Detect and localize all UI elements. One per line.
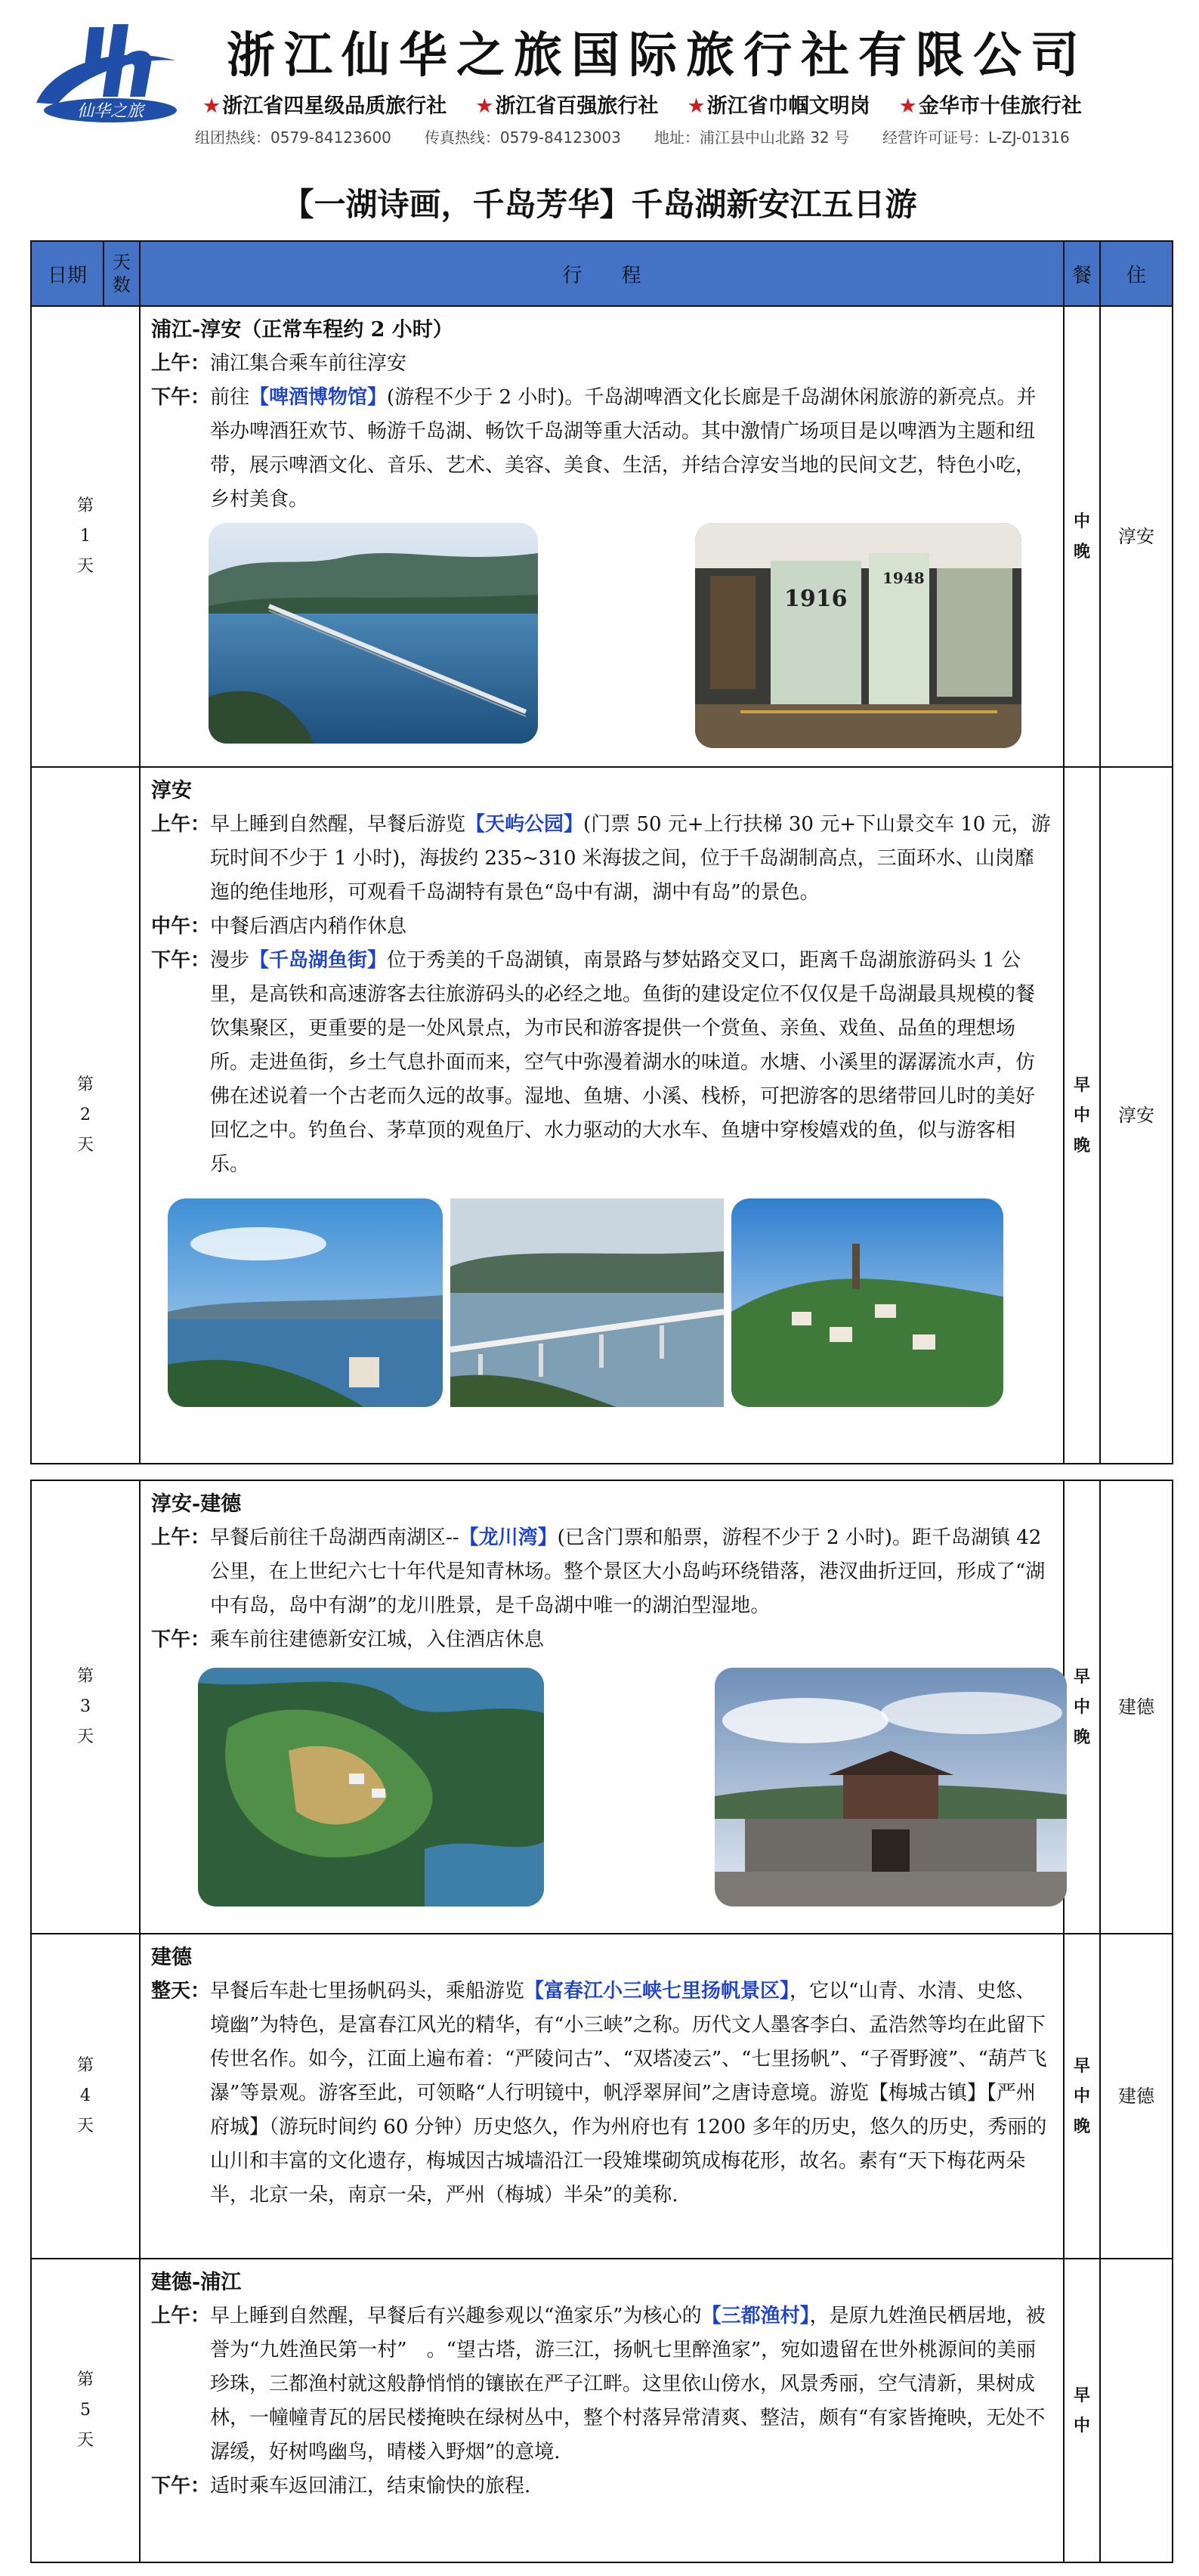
address: 地址：浦江县中山北路 32 号: [654, 128, 850, 147]
honor-item: ★浙江省四星级品质旅行社: [202, 94, 447, 118]
company-logo: [21, 14, 187, 127]
table-row: [31, 1480, 1173, 1934]
logo-text: 仙华之旅: [76, 102, 144, 121]
header-meals: 餐: [1064, 241, 1100, 306]
meals-cell: 早中晚: [1064, 1934, 1100, 2259]
table-row: [31, 1934, 1173, 2259]
table-row: [31, 306, 1173, 767]
svg-text:1948: 1948: [882, 569, 925, 587]
route-title: 建德-浦江: [151, 2271, 242, 2294]
star-icon: ★: [202, 94, 221, 118]
day-label: 第3天: [31, 1480, 140, 1934]
attraction-name: 【千岛湖鱼街】: [249, 949, 388, 972]
itinerary-table: [30, 240, 1173, 1464]
route-title: 淳安: [151, 779, 192, 802]
route-title: 建德: [151, 1946, 192, 1969]
svg-text:1916: 1916: [784, 586, 848, 612]
itinerary-cell: [140, 1480, 1064, 1934]
phone-number: 组团热线：0579-84123600: [195, 128, 391, 147]
hillside-village-photo: [731, 1198, 1003, 1407]
itinerary-cell: [140, 1934, 1064, 2259]
honor-item: ★金华市十佳旅行社: [898, 94, 1082, 118]
star-icon: ★: [898, 94, 917, 118]
photo-gallery: [151, 1192, 1052, 1419]
meals-cell: 早中晚: [1064, 767, 1100, 1464]
day-label: 第2天: [31, 767, 140, 1464]
lake-bridge-photo: [209, 523, 538, 744]
itinerary-table-continued: [30, 1480, 1173, 2563]
stay-cell: 建德: [1100, 1934, 1173, 2259]
attraction-name: 【三都渔村】: [701, 2305, 810, 2327]
page-title: 【一湖诗画，千岛芳华】千岛湖新安江五日游: [282, 186, 917, 223]
day-label: 第5天: [31, 2259, 140, 2562]
schedule-item: 下午： 乘车前往建德新安江城，入住酒店休息: [151, 1628, 545, 1651]
attraction-name: 【天屿公园】: [465, 813, 584, 836]
beer-museum-photo: [695, 523, 1021, 748]
header-stay: 住: [1100, 241, 1173, 306]
table-row: [31, 767, 1173, 1464]
header-itinerary: 行 程: [140, 241, 1064, 306]
schedule-item: 下午： 适时乘车返回浦江，结束愉快的旅程.: [151, 2475, 531, 2497]
meals-cell: 中晚: [1064, 306, 1100, 767]
contact-info: [195, 125, 1192, 147]
company-name: 浙江仙华之旅国际旅行社有限公司: [227, 27, 1088, 84]
honors-list: [202, 89, 1185, 119]
attraction-name: 【龙川湾】: [459, 1526, 558, 1549]
attraction-name: 【富春江小三峡七里扬帆景区】: [524, 1980, 790, 2002]
schedule-item: 下午： 前往【啤酒博物馆】(游程不少于 2 小时)。千岛湖啤酒文化长廊是千岛湖休闲旅游的新亮点。并举办啤酒狂欢节、畅游千岛湖、畅饮千岛湖等重大活动。其中激情广场项目是以啤酒为主题和纽带，展示啤酒文化、音乐、艺术、美容、美食、生活，并结合淳安当地的民间文艺，特色小吃，乡村美食。: [151, 386, 1037, 511]
itinerary-cell: [140, 2259, 1064, 2562]
license-number: 经营许可证号：L-ZJ-01316: [882, 128, 1070, 147]
route-title: 淳安-建德: [151, 1492, 242, 1516]
honor-item: ★浙江省百强旅行社: [475, 94, 659, 118]
schedule-item: 上午： 浦江集合乘车前往淳安: [151, 352, 407, 375]
day-label: 第1天: [31, 306, 140, 767]
schedule-item: 整天： 早餐后车赴七里扬帆码头，乘船游览【富春江小三峡七里扬帆景区】，它以“山青、水清、史悠、境幽”为特色，是富春江风光的精华，有“小三峡”之称。历代文人墨客李白、孟浩然等均在此留下传世名作。如今，江面上遍布着：“严陵问古”、“双塔凌云”、“七里扬帆”、“子胥野渡”、“葫芦飞瀑”等景观。游客至此，可领略“人行明镜中，帆浮翠屏间”之唐诗意境。游览【梅城古镇】【严州府城】（游玩时间约 60 分钟）历史悠久，作为州府也有 1200 多年的历史，悠久的历史，秀丽的山川和丰富的文化遗存，梅城因古城墙沿江一段雉堞砌筑成梅花形，故名。素有“天下梅花两朵半，北京一朵，南京一朵，严州（梅城）半朵”的美称.: [151, 1980, 1047, 2206]
meals-cell: 早中晚: [1064, 1480, 1100, 1934]
photo-gallery: [151, 1662, 1052, 1911]
stay-cell: 淳安: [1100, 306, 1173, 767]
attraction-name: 【啤酒博物馆】: [249, 386, 388, 409]
header-days: 天数: [104, 241, 140, 306]
table-row: [31, 2259, 1173, 2562]
longchuan-bay-photo: [198, 1668, 544, 1906]
schedule-item: 下午： 漫步【千岛湖鱼街】位于秀美的千岛湖镇，南景路与梦姑路交叉口，距离千岛湖旅游码头 1 公里，是高铁和高速游客去往旅游码头的必经之地。鱼街的建设定位不仅仅是千岛湖最具规模的餐饮集聚区，更重要的是一处风景点，为市民和游客提供一个赏鱼、亲鱼、戏鱼、品鱼的理想场所。走进鱼街，乡土气息扑面而来，空气中弥漫着湖水的味道。水塘、小溪里的潺潺流水声，仿佛在述说着一个古老而久远的故事。湿地、鱼塘、小溪、栈桥，可把游客的思绪带回儿时的美好回忆之中。钓鱼台、茅草顶的观鱼厅、水力驱动的大水车、鱼塘中穿梭嬉戏的鱼，似与游客相乐。: [151, 949, 1036, 1176]
route-title: 浦江-淳安（正常车程约 2 小时）: [151, 318, 453, 342]
itinerary-cell: [140, 767, 1064, 1464]
fax-number: 传真热线：0579-84123003: [424, 128, 621, 147]
stay-cell: [1100, 2259, 1173, 2562]
bridge-photo: [450, 1198, 724, 1407]
schedule-item: 中午： 中餐后酒店内稍作休息: [151, 915, 407, 938]
lake-view-photo: [168, 1198, 443, 1407]
stay-cell: 建德: [1100, 1480, 1173, 1934]
meals-cell: 早中: [1064, 2259, 1100, 2562]
schedule-item: 上午： 早餐后前往千岛湖西南湖区--【龙川湾】(已含门票和船票，游程不少于 2 小时)。距千岛湖镇 42 公里，在上世纪六七十年代是知青林场。整个景区大小岛屿环绕错落，港汊曲折迂回，形成了“湖中有岛，岛中有湖”的龙川胜景，是千岛湖中唯一的湖泊型湿地。: [151, 1526, 1046, 1617]
header-date: 日期: [31, 241, 104, 306]
star-icon: ★: [475, 94, 494, 118]
schedule-item: 上午： 早上睡到自然醒，早餐后游览【天屿公园】(门票 50 元+上行扶梯 30 元+下山景交车 10 元，游玩时间不少于 1 小时)，海拔约 235~310 米海拔之间，位于千岛湖制高点，三面环水、山岗靡迤的绝佳地形，可观看千岛湖特有景色“岛中有湖，湖中有岛”的景色。: [151, 813, 1051, 904]
star-icon: ★: [687, 94, 706, 118]
itinerary-cell: [140, 306, 1064, 767]
schedule-item: 上午： 早上睡到自然醒，早餐后有兴趣参观以“渔家乐”为核心的【三都渔村】，是原九姓渔民栖居地，被誉为“九姓渔民第一村” 。“望古塔，游三江，扬帆七里醉渔家”，宛如遗留在世外桃源间的美丽珍珠，三都渔村就这般静悄悄的镶嵌在严子江畔。这里依山傍水，风景秀丽，空气清新，果树成林，一幢幢青瓦的居民楼掩映在绿树丛中，整个村落异常清爽、整洁，颇有“有家皆掩映，无处不潺缓，好树鸣幽鸟，晴楼入野烟”的意境.: [151, 2305, 1046, 2463]
day-label: 第4天: [31, 1934, 140, 2259]
honor-item: ★浙江省巾帼文明岗: [687, 94, 870, 118]
table-header-row: [31, 241, 1173, 306]
photo-gallery: [151, 520, 1052, 759]
jiande-ancient-gate-photo: [715, 1668, 1067, 1906]
stay-cell: 淳安: [1100, 767, 1173, 1464]
